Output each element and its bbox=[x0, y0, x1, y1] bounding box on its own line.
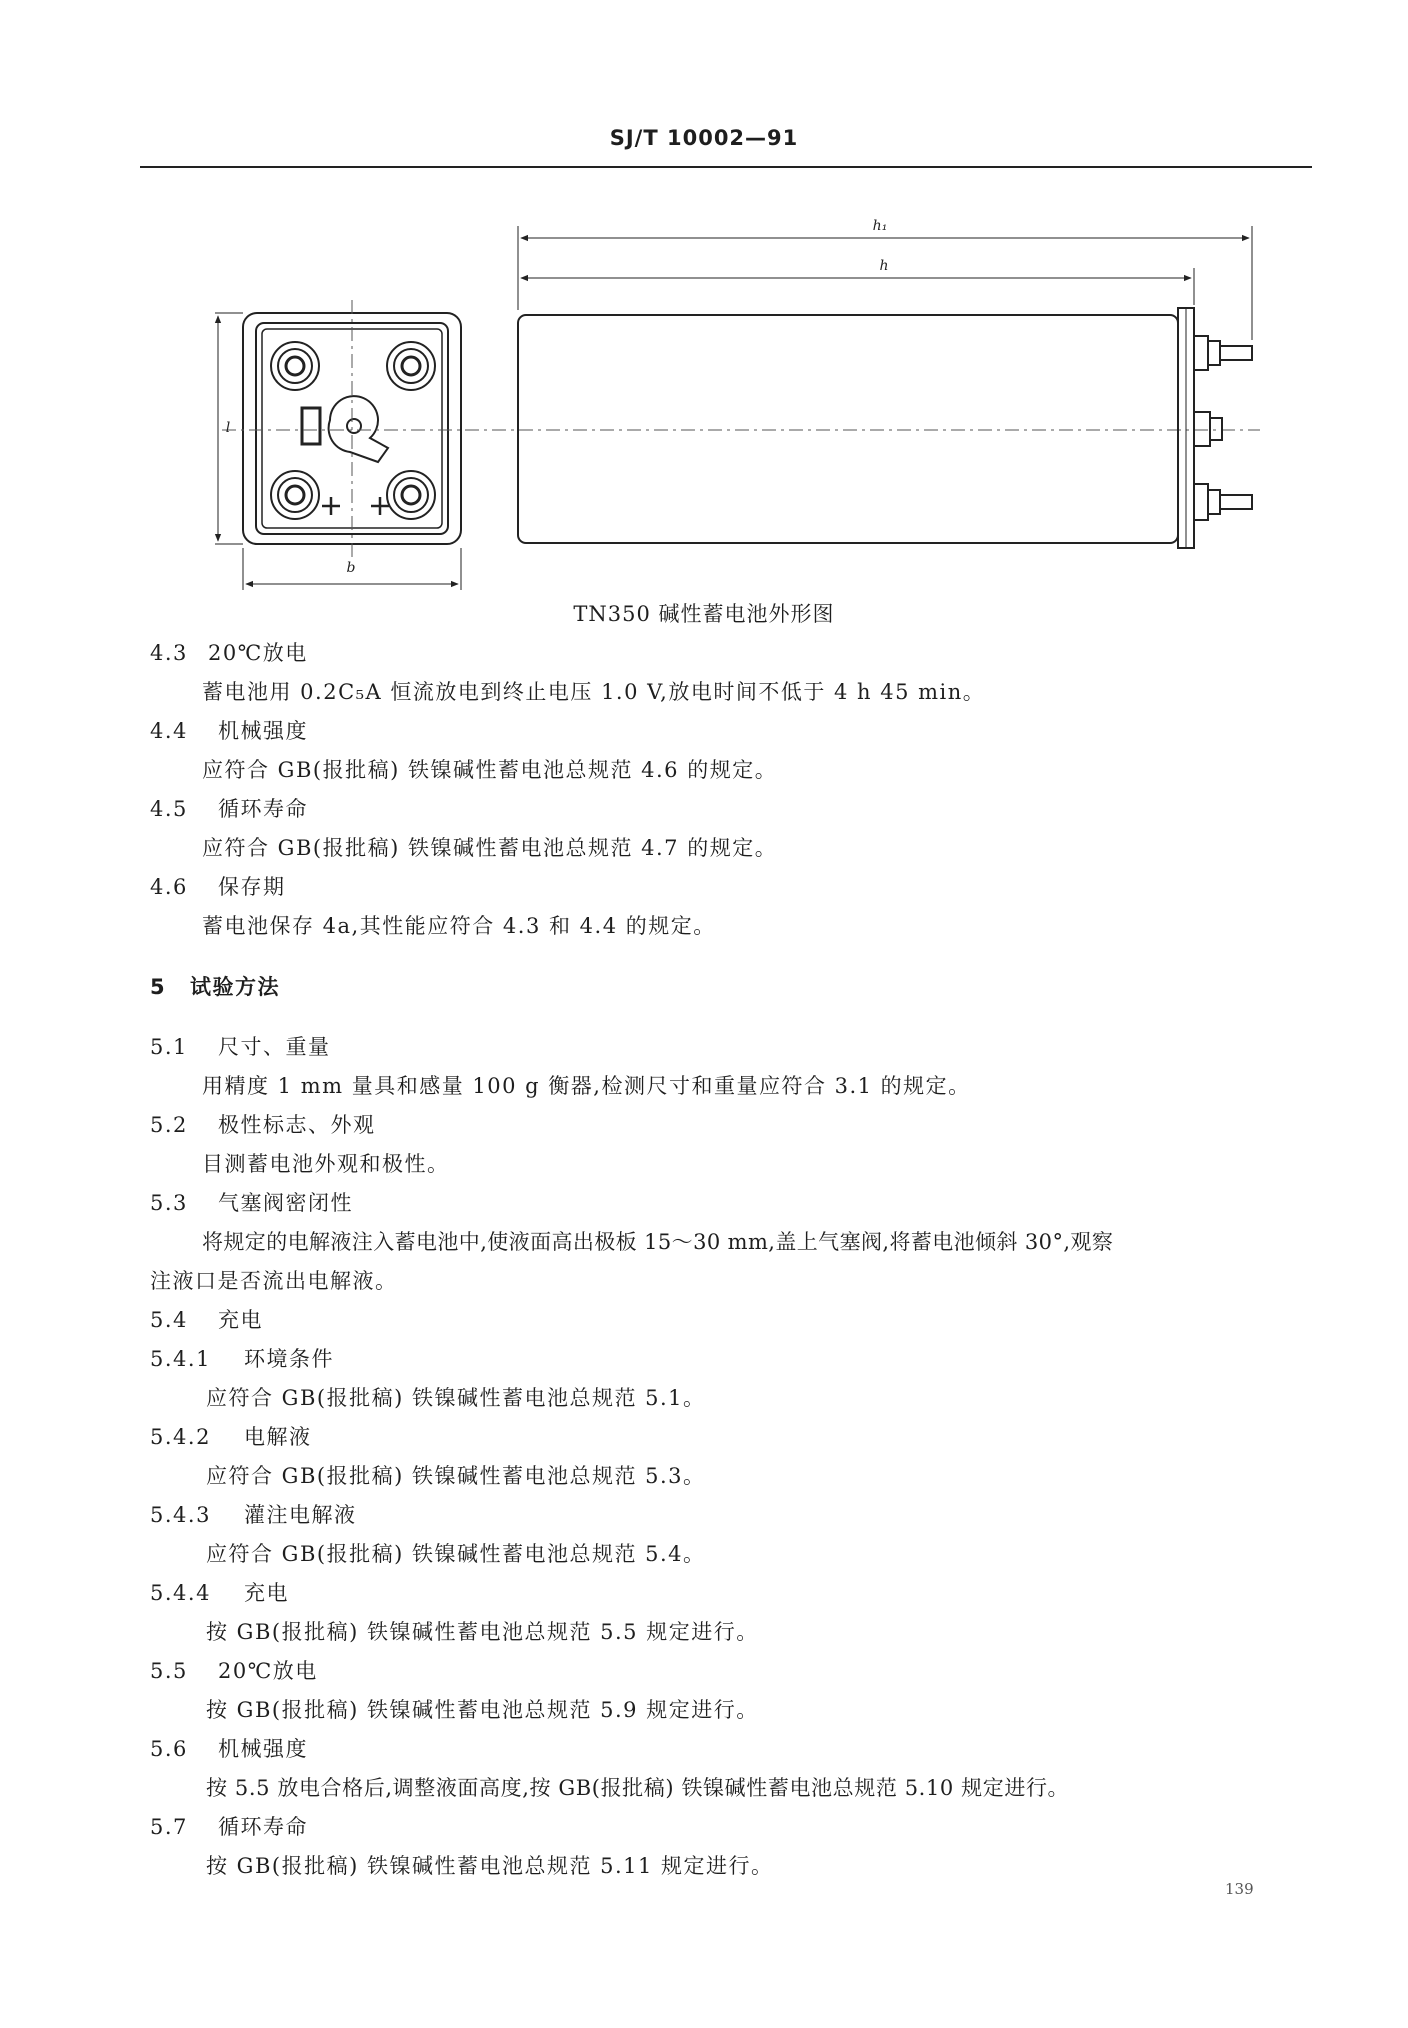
section-title: 20℃放电 bbox=[218, 1659, 318, 1683]
section-title: 机械强度 bbox=[218, 1737, 308, 1761]
section-text: 应符合 GB(报批稿) 铁镍碱性蓄电池总规范 4.6 的规定。 bbox=[202, 758, 778, 782]
chapter-title: 试验方法 bbox=[190, 975, 280, 999]
document-code-header: SJ/T 10002—91 bbox=[609, 126, 799, 150]
section-text: 将规定的电解液注入蓄电池中,使液面高出极板 15～30 mm,盖上气塞阀,将蓄电池倾斜 30°,观察 bbox=[202, 1230, 1114, 1254]
terminal-bottom-right bbox=[387, 471, 435, 519]
terminal-top-left bbox=[271, 342, 319, 390]
section-number: 5.1 bbox=[150, 1035, 188, 1059]
section-title: 电解液 bbox=[244, 1425, 312, 1449]
section-text: 蓄电池保存 4a,其性能应符合 4.3 和 4.4 的规定。 bbox=[202, 914, 716, 938]
section-text: 按 GB(报批稿) 铁镍碱性蓄电池总规范 5.5 规定进行。 bbox=[206, 1620, 759, 1644]
battery-outline-figure bbox=[0, 0, 1408, 620]
section-title: 循环寿命 bbox=[218, 797, 308, 821]
section-title: 极性标志、外观 bbox=[218, 1113, 376, 1137]
section-text: 用精度 1 mm 量具和感量 100 g 衡器,检测尺寸和重量应符合 3.1 的规定。 bbox=[202, 1074, 971, 1098]
section-title: 保存期 bbox=[218, 875, 286, 899]
section-number: 5.3 bbox=[150, 1191, 188, 1215]
section-text: 蓄电池用 0.2C₅A 恒流放电到终止电压 1.0 V,放电时间不低于 4 h 45 min。 bbox=[202, 680, 986, 704]
vent-valve bbox=[302, 396, 388, 462]
section-title: 循环寿命 bbox=[218, 1815, 308, 1839]
label-l: l bbox=[225, 420, 231, 436]
section-text: 注液口是否流出电解液。 bbox=[150, 1269, 398, 1293]
section-title: 尺寸、重量 bbox=[218, 1035, 331, 1059]
label-h1: h₁ bbox=[872, 218, 888, 234]
section-text: 应符合 GB(报批稿) 铁镍碱性蓄电池总规范 4.7 的规定。 bbox=[202, 836, 778, 860]
section-number: 4.3 bbox=[150, 641, 188, 665]
section-title: 环境条件 bbox=[244, 1347, 334, 1371]
section-text: 目测蓄电池外观和极性。 bbox=[202, 1152, 450, 1176]
section-title: 20℃放电 bbox=[208, 641, 308, 665]
section-text: 按 GB(报批稿) 铁镍碱性蓄电池总规范 5.11 规定进行。 bbox=[206, 1854, 774, 1878]
side-terminal-bottom bbox=[1194, 484, 1252, 520]
chapter-number: 5 bbox=[150, 975, 167, 999]
side-vent bbox=[1194, 412, 1222, 446]
section-number: 5.6 bbox=[150, 1737, 188, 1761]
terminal-bottom-left bbox=[271, 471, 319, 519]
terminal-top-right bbox=[387, 342, 435, 390]
side-terminal-top bbox=[1194, 336, 1252, 370]
section-text: 应符合 GB(报批稿) 铁镍碱性蓄电池总规范 5.3。 bbox=[206, 1464, 706, 1488]
section-number: 5.4.2 bbox=[150, 1425, 211, 1449]
section-number: 5.4.4 bbox=[150, 1581, 211, 1605]
section-text: 应符合 GB(报批稿) 铁镍碱性蓄电池总规范 5.4。 bbox=[206, 1542, 706, 1566]
section-text: 按 GB(报批稿) 铁镍碱性蓄电池总规范 5.9 规定进行。 bbox=[206, 1698, 759, 1722]
section-number: 5.5 bbox=[150, 1659, 188, 1683]
label-b: b bbox=[346, 560, 356, 576]
section-title: 充电 bbox=[244, 1581, 289, 1605]
section-number: 4.5 bbox=[150, 797, 188, 821]
label-h: h bbox=[879, 258, 889, 274]
section-number: 4.4 bbox=[150, 719, 188, 743]
page-number: 139 bbox=[1225, 1880, 1254, 1898]
section-title: 充电 bbox=[218, 1308, 263, 1332]
figure-caption: TN350 碱性蓄电池外形图 bbox=[573, 602, 835, 626]
section-number: 4.6 bbox=[150, 875, 188, 899]
section-number: 5.4 bbox=[150, 1308, 188, 1332]
section-number: 5.7 bbox=[150, 1815, 188, 1839]
section-text: 按 5.5 放电合格后,调整液面高度,按 GB(报批稿) 铁镍碱性蓄电池总规范 5.10 规定进行。 bbox=[206, 1776, 1070, 1800]
section-number: 5.4.1 bbox=[150, 1347, 211, 1371]
section-text: 应符合 GB(报批稿) 铁镍碱性蓄电池总规范 5.1。 bbox=[206, 1386, 706, 1410]
battery-side-view bbox=[518, 308, 1252, 548]
section-number: 5.2 bbox=[150, 1113, 188, 1137]
section-title: 灌注电解液 bbox=[244, 1503, 357, 1527]
section-title: 气塞阀密闭性 bbox=[218, 1191, 353, 1215]
section-number: 5.4.3 bbox=[150, 1503, 211, 1527]
section-title: 机械强度 bbox=[218, 719, 308, 743]
